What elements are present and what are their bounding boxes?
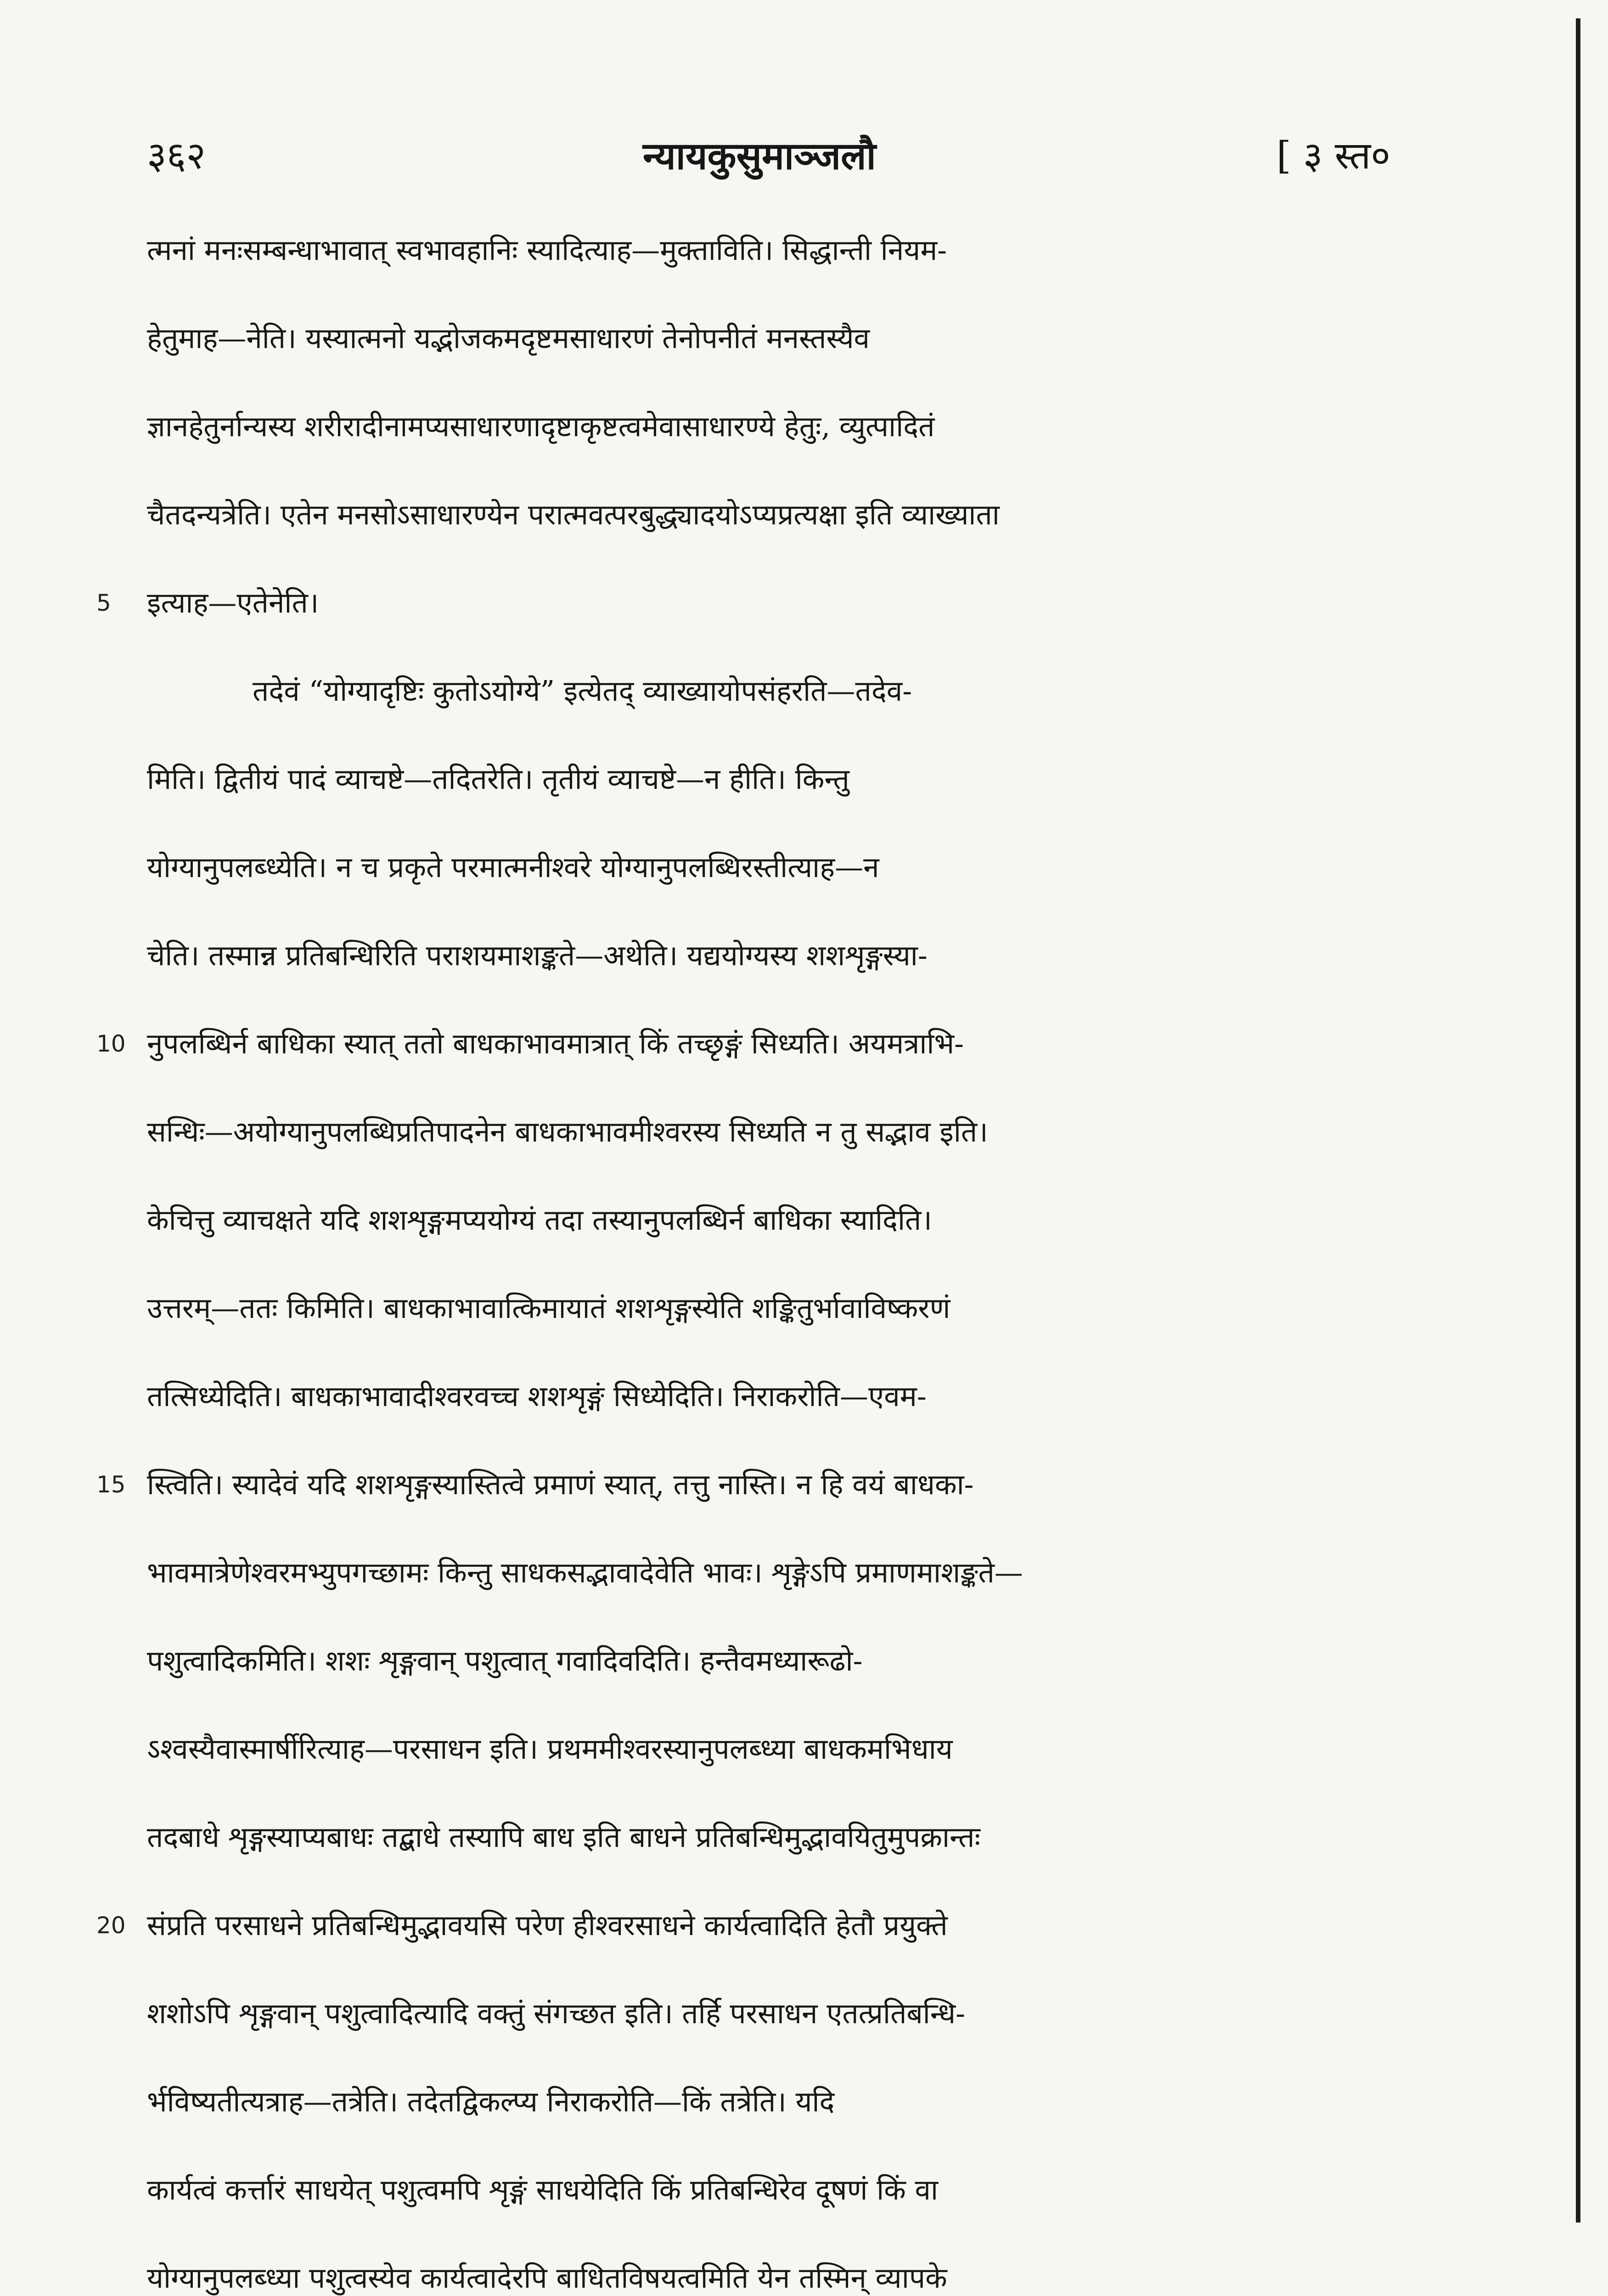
line-number: 20 xyxy=(96,1912,126,1939)
line-text: स्त्विति। स्यादेवं यदि शशशृङ्गस्यास्तित्वे प्रमाणं स्यात्, तत्तु नास्ति। न हि वयं बाधका- xyxy=(147,1468,974,1501)
text-line xyxy=(147,216,1433,304)
line-text: शशोऽपि शृङ्गवान् पशुत्वादित्यादि वक्तुं संगच्छत इति। तर्हि परसाधन एतत्प्रतिबन्धि- xyxy=(147,1997,966,2030)
page-edge-rule xyxy=(1576,18,1580,2223)
running-title: न्यायकुसुमाञ्जलौ xyxy=(643,134,876,178)
running-header xyxy=(0,133,1608,197)
text-line xyxy=(147,2155,1433,2244)
page-number: ३६२ xyxy=(147,134,206,178)
line-text: त्मनां मनःसम्बन्धाभावात् स्वभावहानिः स्यादित्याह—मुक्ताविति। सिद्धान्ती नियम- xyxy=(147,233,947,267)
text-line xyxy=(147,833,1433,921)
text-line xyxy=(96,1009,1433,1097)
line-text: तत्सिध्येदिति। बाधकाभावादीश्वरवच्च शशशृङ्गं सिध्येदिति। निराकरोति—एवम- xyxy=(147,1379,927,1413)
line-text: तदबाधे शृङ्गस्याप्यबाधः तद्बाधे तस्यापि बाध इति बाधने प्रतिबन्धिमुद्भावयितुमुपक्रान्तः xyxy=(147,1820,980,1854)
line-number: 15 xyxy=(96,1471,126,1498)
text-line xyxy=(96,568,1433,657)
text-line xyxy=(96,1891,1433,1979)
text-line xyxy=(147,1979,1433,2067)
line-text: पशुत्वादिकमिति। शशः शृङ्गवान् पशुत्वात् गवादिवदिति। हन्तैवमध्यारूढो- xyxy=(147,1644,863,1677)
line-text: योग्यानुपलब्ध्येति। न च प्रकृते परमात्मनीश्वरे योग्यानुपलब्धिरस्तीत्याह—न xyxy=(147,850,879,884)
line-text: हेतुमाह—नेति। यस्यात्मनो यद्भोजकमदृष्टमसाधारणं तेनोपनीतं मनस्तस्यैव xyxy=(147,321,870,355)
text-line xyxy=(147,1362,1433,1450)
line-text: तदेवं “योग्यादृष्टिः कुतोऽयोग्ये” इत्येतद् व्याख्यायोपसंहरति—तदेव- xyxy=(253,674,912,708)
line-text: भावमात्रेणेश्वरमभ्युपगच्छामः किन्तु साधकसद्भावादेवेति भावः। शृङ्गेऽपि प्रमाणमाशङ्कते— xyxy=(147,1556,1023,1589)
line-text: मिति। द्वितीयं पादं व्याचष्टे—तदितरेति। तृतीयं व्याचष्टे—न हीति। किन्तु xyxy=(147,762,849,796)
line-text: ज्ञानहेतुर्नान्यस्य शरीरादीनामप्यसाधारणादृष्टाकृष्टत्वमेवासाधारण्ये हेतुः, व्युत्पादितं xyxy=(147,410,935,443)
line-number: 5 xyxy=(96,590,111,616)
line-text: र्भविष्यतीत्यत्राह—तत्रेति। तदेतद्विकल्प्य निराकरोति—किं तत्रेति। यदि xyxy=(147,2085,835,2118)
text-line xyxy=(147,1538,1433,1626)
line-text: योग्यानुपलब्ध्या पशुत्वस्येव कार्यत्वादेरपि बाधितविषयत्वमिति येन तस्मिन् व्यापके xyxy=(147,2261,947,2295)
line-text: चेति। तस्मान्न प्रतिबन्धिरिति पराशयमाशङ्कते—अथेति। यद्ययोग्यस्य शशशृङ्गस्या- xyxy=(147,939,928,972)
line-text: केचित्तु व्याचक्षते यदि शशशृङ्गमप्ययोग्यं तदा तस्यानुपलब्धिर्न बाधिका स्यादिति। xyxy=(147,1203,932,1237)
text-line xyxy=(147,392,1433,480)
text-line xyxy=(147,1715,1433,1803)
line-text: ऽश्वस्यैवास्मार्षीरित्याह—परसाधन इति। प्रथममीश्वरस्यानुपलब्ध्या बाधकमभिधाय xyxy=(147,1732,953,1766)
text-line xyxy=(147,304,1433,392)
text-line xyxy=(147,657,1433,745)
text-line xyxy=(96,1450,1433,1538)
line-text: संप्रति परसाधने प्रतिबन्धिमुद्भावयसि परेण हीश्वरसाधने कार्यत्वादिति हेतौ प्रयुक्ते xyxy=(147,1908,948,1942)
text-line xyxy=(147,921,1433,1009)
section-reference: [ ३ स्त० xyxy=(1276,134,1391,178)
line-text: उत्तरम्—ततः किमिति। बाधकाभावात्किमायातं शशशृङ्गस्येति शङ्कितुर्भावाविष्करणं xyxy=(147,1291,950,1325)
text-line xyxy=(147,1186,1433,1274)
text-line xyxy=(147,480,1433,568)
line-number: 10 xyxy=(96,1030,126,1057)
line-text: चैतदन्यत्रेति। एतेन मनसोऽसाधारण्येन परात्मवत्परबुद्ध्यादयोऽप्यप्रत्यक्षा इति व्याख्याता xyxy=(147,498,1000,531)
text-line xyxy=(147,1803,1433,1891)
text-line xyxy=(147,1274,1433,1362)
text-line xyxy=(147,2067,1433,2155)
line-text: कार्यत्वं कर्त्तारं साधयेत् पशुत्वमपि शृङ्गं साधयेदिति किं प्रतिबन्धिरेव दूषणं किं वा xyxy=(147,2173,939,2206)
text-line xyxy=(147,745,1433,833)
text-line xyxy=(147,1097,1433,1186)
line-text: नुपलब्धिर्न बाधिका स्यात् ततो बाधकाभावमात्रात् किं तच्छृङ्गं सिध्यति। अयमत्राभि- xyxy=(147,1027,964,1060)
text-line xyxy=(147,2244,1433,2296)
line-text: सन्धिः—अयोग्यानुपलब्धिप्रतिपादनेन बाधकाभावमीश्वरस्य सिध्यति न तु सद्भाव इति। xyxy=(147,1115,988,1148)
commentary-text xyxy=(96,216,1433,2296)
text-line xyxy=(147,1626,1433,1715)
line-text: इत्याह—एतेनेति। xyxy=(147,586,319,619)
